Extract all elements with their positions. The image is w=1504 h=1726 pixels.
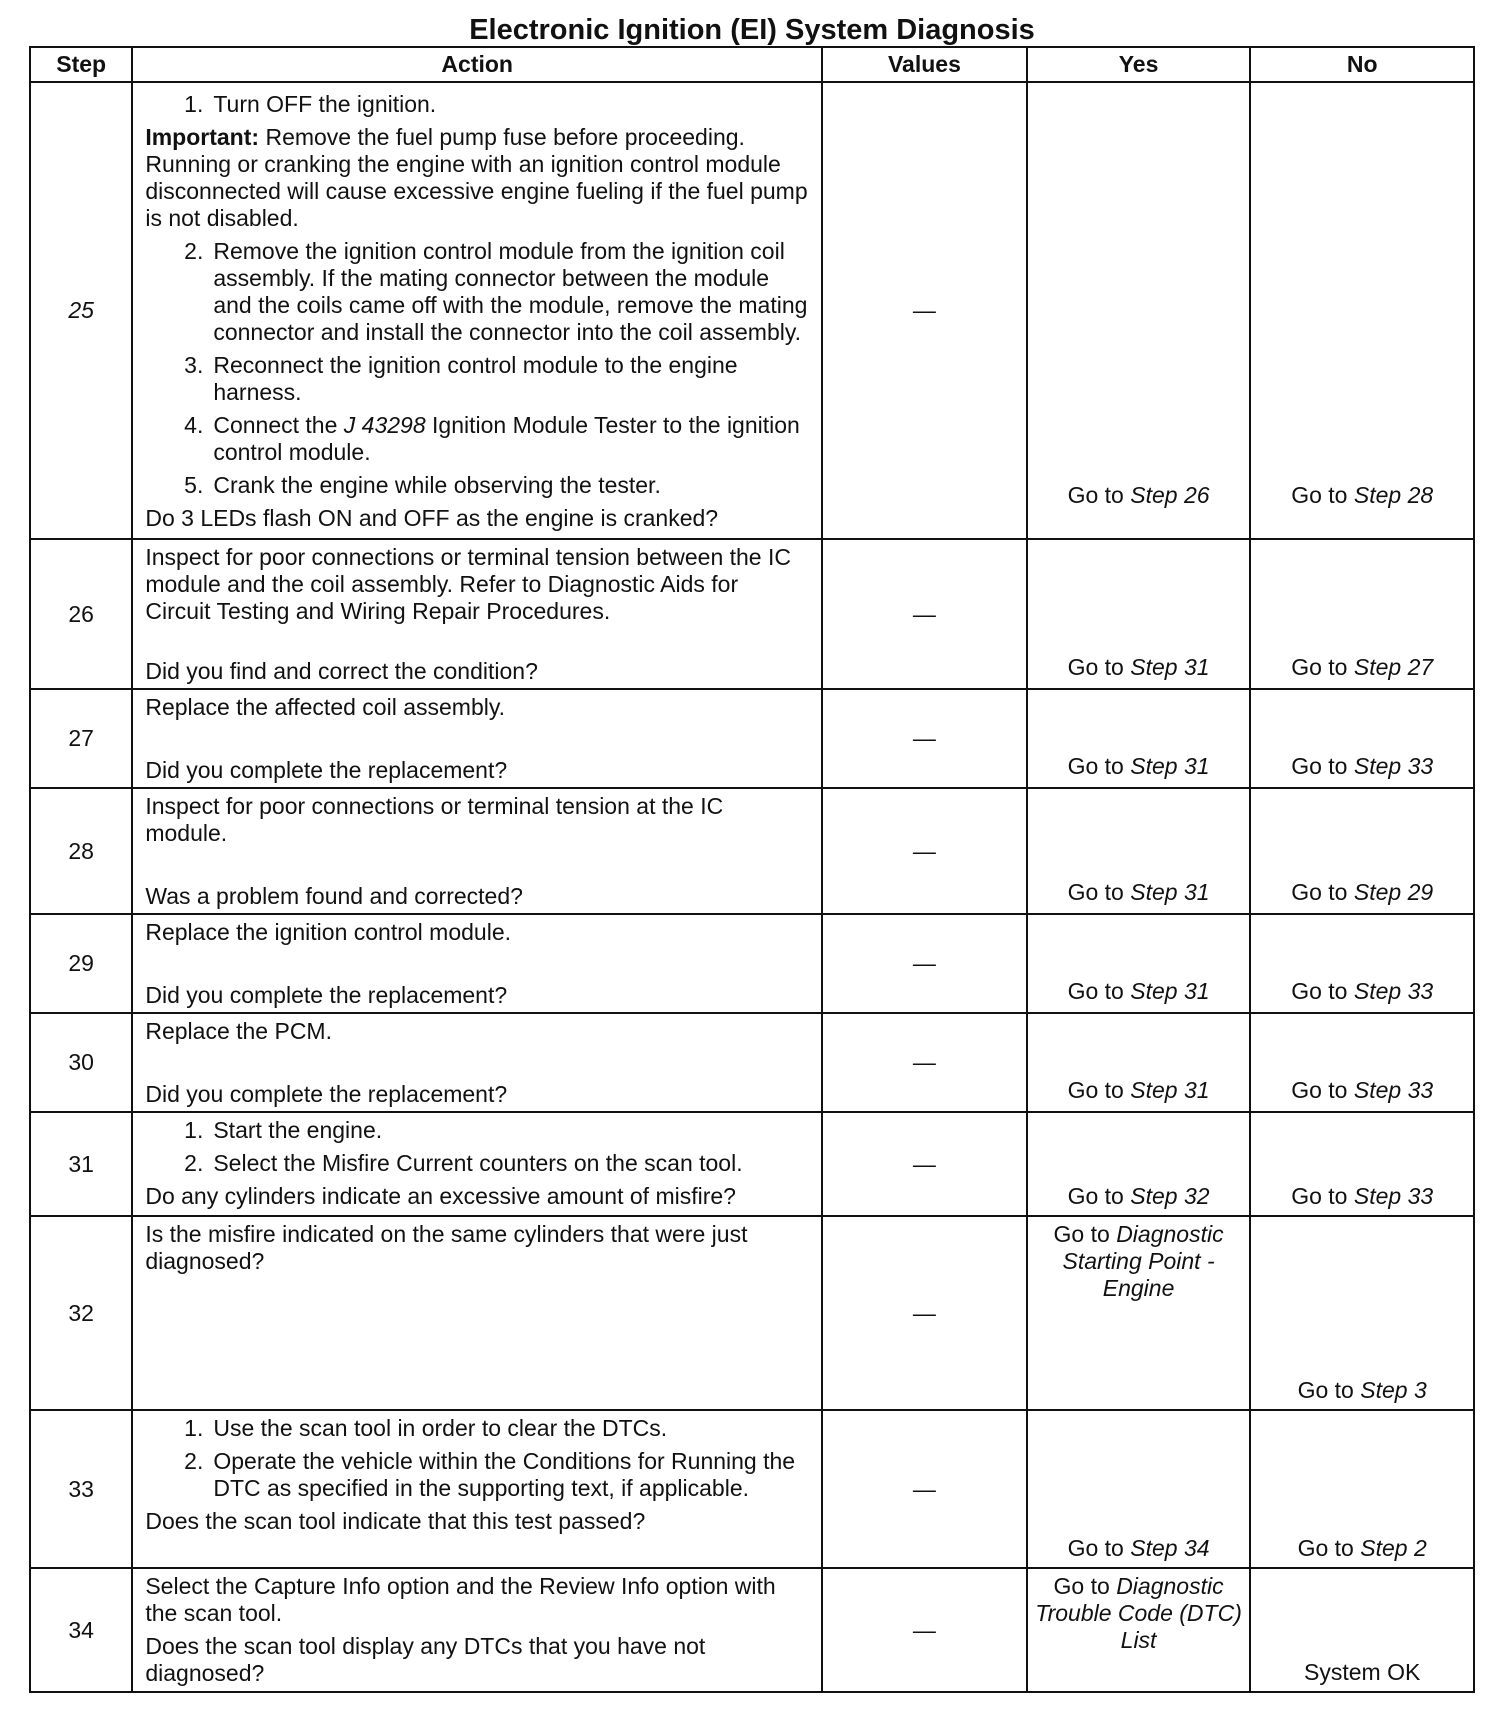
action-cell [132,1568,822,1692]
action-text: Replace the affected coil assembly. [145,694,506,720]
no-cell: Go to Step 33 [1250,914,1474,1013]
table-row [30,1410,1474,1568]
step-number: 33 [30,1410,132,1568]
table-row [30,539,1474,689]
yes-target-link[interactable]: Diagnostic Trouble Code (DTC) List [1035,1573,1242,1653]
action-question: Do 3 LEDs flash ON and OFF as the engine is cranked? [145,505,719,531]
yes-step-link[interactable]: Step 31 [1130,879,1210,905]
no-cell [1250,1568,1474,1692]
yes-cell: Go to Step 32 [1027,1112,1251,1216]
no-cell: Go to Step 29 [1250,788,1474,914]
header-step: Step [30,47,132,82]
no-step-link[interactable]: Step 28 [1353,482,1434,508]
yes-cell: Go to Step 31 [1027,539,1251,689]
no-step-link[interactable]: Step 27 [1353,654,1434,680]
table-row [30,689,1474,788]
no-step-link[interactable]: Step 3 [1360,1377,1427,1403]
action-cell [132,914,822,1013]
header-yes: Yes [1027,47,1251,82]
values-cell: — [822,1410,1027,1568]
values-cell: — [822,1112,1027,1216]
table-row [30,788,1474,914]
header-values: Values [822,47,1027,82]
yes-step-link[interactable]: Step 31 [1130,753,1210,779]
no-cell: Go to Step 33 [1250,689,1474,788]
step-number: 26 [30,539,132,689]
list-item: 1. Turn OFF the ignition. [184,91,437,117]
step-number: 27 [30,689,132,788]
action-steps [145,238,809,499]
no-cell: Go to Step 28 [1250,82,1474,539]
list-item: 1. Start the engine. [184,1117,383,1143]
yes-cell: Go to Step 34 [1027,1410,1251,1568]
header-no: No [1250,47,1474,82]
yes-step-link[interactable]: Step 34 [1130,1535,1210,1561]
values-cell: — [822,1568,1027,1692]
action-text: Inspect for poor connections or terminal tension at the IC module. [145,793,724,846]
values-cell: — [822,689,1027,788]
values-cell: — [822,788,1027,914]
diagnosis-table [29,46,1475,1693]
action-text: Inspect for poor connections or terminal tension between the IC module and the coil assembly. Refer to Diagnostic Aids for Circuit Testing and Wiring Repair Procedures. [145,544,791,624]
action-cell [132,788,822,914]
action-cell [132,1410,822,1568]
no-step-link[interactable]: Step 33 [1353,978,1434,1004]
table-row [30,1216,1474,1410]
action-cell [132,539,822,689]
yes-cell: Go to Diagnostic Trouble Code (DTC) List [1027,1568,1251,1692]
action-question: Do any cylinders indicate an excessive amount of misfire? [145,1183,736,1209]
no-cell: Go to Step 3 [1250,1216,1474,1410]
yes-step-link[interactable]: Step 26 [1130,482,1210,508]
yes-step-link[interactable]: Step 31 [1130,654,1210,680]
no-cell: Go to Step 2 [1250,1410,1474,1568]
table-row [30,82,1474,539]
action-cell [132,1216,822,1410]
action-steps [145,1415,809,1502]
step-number: 31 [30,1112,132,1216]
values-cell: — [822,539,1027,689]
no-cell: Go to Step 33 [1250,1112,1474,1216]
action-question: Did you complete the replacement? [145,982,508,1008]
list-item: 2. Select the Misfire Current counters on the scan tool. [184,1150,743,1176]
important-note: Important: Remove the fuel pump fuse before proceeding. Running or cranking the engine with an ignition control module disconnected will cause excessive engine fueling if the fuel pump is not disabled. [145,124,808,231]
step-number: 29 [30,914,132,1013]
yes-cell: Go to Step 31 [1027,1013,1251,1112]
header-row [30,47,1474,82]
header-action: Action [132,47,822,82]
values-cell: — [822,1013,1027,1112]
yes-step-link[interactable]: Step 32 [1130,1183,1210,1209]
action-question: Does the scan tool display any DTCs that you have not diagnosed? [145,1633,706,1686]
no-cell: Go to Step 33 [1250,1013,1474,1112]
action-cell [132,689,822,788]
values-cell: — [822,914,1027,1013]
yes-step-link[interactable]: Step 31 [1130,1077,1210,1103]
no-step-link[interactable]: Step 29 [1353,879,1434,905]
action-cell [132,1013,822,1112]
yes-cell: Go to Step 26 [1027,82,1251,539]
action-cell [132,1112,822,1216]
list-item: 5. Crank the engine while observing the tester. [184,472,661,498]
action-question: Did you find and correct the condition? [145,658,538,684]
yes-cell: Go to Step 31 [1027,788,1251,914]
list-item: 3. Reconnect the ignition control module to the engine harness. [184,352,738,405]
no-step-link[interactable]: Step 33 [1353,1077,1434,1103]
page-title: Electronic Ignition (EI) System Diagnosis [469,14,1035,46]
action-cell [132,82,822,539]
table-row [30,1568,1474,1692]
list-item: 2. Remove the ignition control module from the ignition coil assembly. If the mating connector between the module and the coils came off with the module, remove the mating connector and install the connector into the coil assembly. [184,238,808,345]
list-item: 4. Connect the J 43298 Ignition Module Tester to the ignition control module. [184,412,800,465]
action-text: Select the Capture Info option and the Review Info option with the scan tool. [145,1573,776,1626]
values-cell: — [822,82,1027,539]
yes-step-link[interactable]: Step 31 [1130,978,1210,1004]
list-item: 2. Operate the vehicle within the Conditions for Running the DTC as specified in the supporting text, if applicable. [184,1448,796,1501]
values-cell: — [822,1216,1027,1410]
step-number: 28 [30,788,132,914]
action-question: Does the scan tool indicate that this test passed? [145,1508,646,1534]
step-number: 32 [30,1216,132,1410]
action-text: Replace the ignition control module. [145,919,512,945]
yes-cell: Go to Step 31 [1027,914,1251,1013]
step-number: 34 [30,1568,132,1692]
step-number: 30 [30,1013,132,1112]
no-step-link[interactable]: Step 33 [1353,1183,1434,1209]
no-step-link[interactable]: Step 33 [1353,753,1434,779]
step-number: 25 [30,82,132,539]
system-ok-label: System OK [1304,1659,1421,1685]
yes-target-link[interactable]: Diagnostic Starting Point - Engine [1062,1221,1224,1301]
list-item: 1. Use the scan tool in order to clear the DTCs. [184,1415,668,1441]
action-text: Replace the PCM. [145,1018,332,1044]
table-row [30,914,1474,1013]
table-row [30,1013,1474,1112]
action-steps [145,91,809,118]
no-step-link[interactable]: Step 2 [1360,1535,1427,1561]
action-question: Did you complete the replacement? [145,757,508,783]
action-steps [145,1117,809,1177]
yes-cell: Go to Step 31 [1027,689,1251,788]
yes-cell: Go to Diagnostic Starting Point - Engine [1027,1216,1251,1410]
action-question: Did you complete the replacement? [145,1081,508,1107]
action-question: Was a problem found and corrected? [145,883,523,909]
table-row [30,1112,1474,1216]
action-question: Is the misfire indicated on the same cylinders that were just diagnosed? [145,1221,748,1274]
no-cell: Go to Step 27 [1250,539,1474,689]
